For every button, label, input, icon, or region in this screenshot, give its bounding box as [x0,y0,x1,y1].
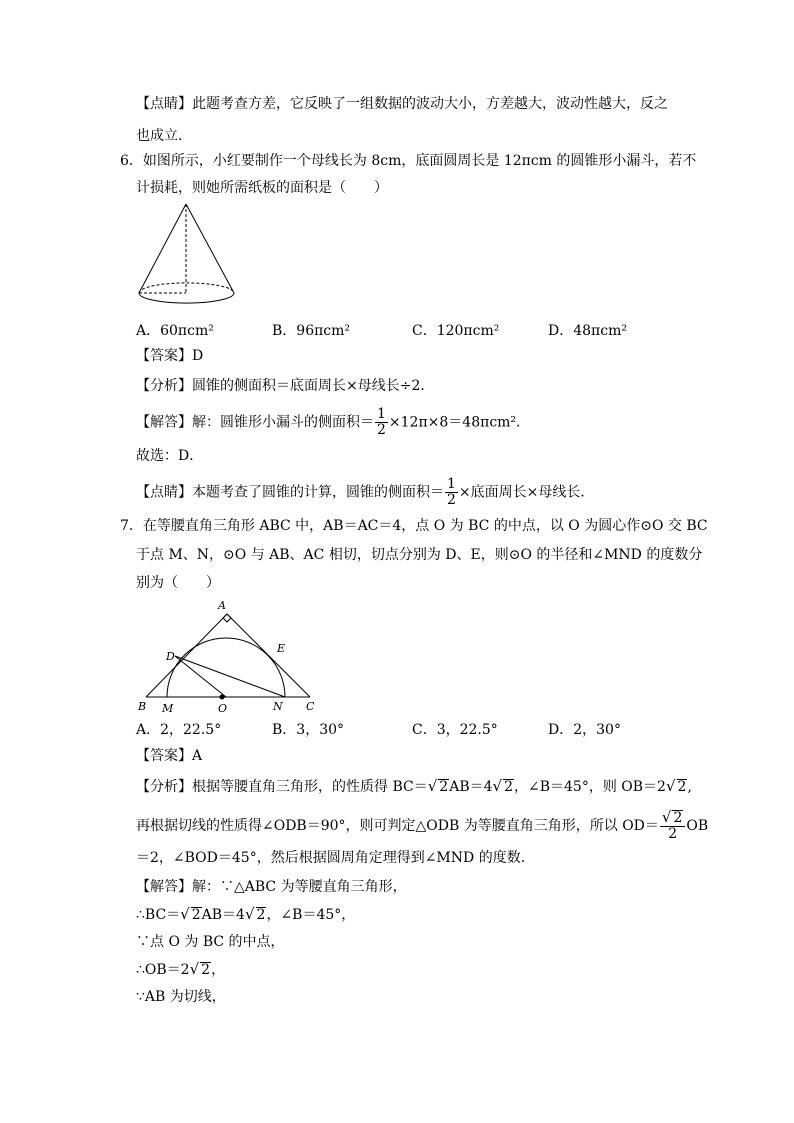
q7-solution-line4: ∴OB＝2√ 2， [136,960,226,978]
fraction-sqrt2-over-2: $\frac{√ 2}{2}$ [660,810,685,842]
q6-note: 【点睛】本题考查了圆锥的计算，圆锥的侧面积＝ $\frac{1}{2}$ ×底面周长×母线长． [136,476,595,508]
q7-option-d: D．2，30° [548,722,621,738]
q7-analysis-line2: 再根据切线的性质得∠ODB＝90°，则可判定△ODB 为等腰直角三角形，所以 OD＝ $\frac{√ 2}{2}$ OB [136,808,709,842]
q6-solution: 【解答】解：圆锥形小漏斗的侧面积＝ $\frac{1}{2}$ ×12π×8＝48πcm²． [136,406,531,438]
q7-solution-line1: 【解答】解：∵△ABC 为等腰直角三角形， [136,879,407,895]
q7-stem-line2: 于点 M、N，⊙O 与 AB、AC 相切，切点分别为 D、E，则⊙O 的半径和∠MND 的度数分 [136,547,703,563]
q6-option-c: C．120πcm² [412,323,500,339]
q7-solution-line3: ∵点 O 为 BC 的中点， [136,934,285,950]
label-E: E [277,642,286,655]
q7-analysis-line1: 【分析】根据等腰直角三角形，的性质得 BC＝√ 2AB＝4√ 2，∠B＝45°，则 OB＝2√ 2, [136,777,692,795]
q5-note-line2: 也成立． [136,128,192,144]
q7-analysis-line3: ＝2，∠BOD＝45°，然后根据圆周角定理得到∠MND 的度数． [136,850,535,866]
cone-figure [130,198,245,313]
q5-note-line1: 【点睛】此题考查方差，它反映了一组数据的波动大小，方差越大，波动性越大，反之 [136,96,668,112]
label-M: M [162,702,174,714]
label-A: A [218,599,226,612]
label-B: B [138,700,147,713]
q7-solution-line2: ∴BC＝√ 2AB＝4√ 2，∠B＝45°， [136,905,356,923]
q6-answer: 【答案】D [136,348,204,364]
triangle-circle-figure [130,596,330,714]
q7-option-a: A．2，22.5° [136,722,222,738]
label-C: C [306,700,315,713]
q6-stem-line2: 计损耗，则她所需纸板的面积是（ ） [136,180,388,196]
q6-option-d: D．48πcm² [548,323,627,339]
q7-stem-line1: 7．在等腰直角三角形 ABC 中，AB＝AC＝4，点 O 为 BC 的中点，以 O 为圆心作⊙O 交 BC [120,518,708,534]
q7-solution-line5: ∵AB 为切线， [136,989,226,1005]
fraction-half: $\frac{1}{2}$ [377,406,386,438]
q6-choose: 故选：D． [136,448,204,464]
label-D: D [166,650,175,663]
q6-option-a: A．60πcm² [136,323,214,339]
q7-stem-line3: 别为（ ） [136,575,220,591]
q6-option-b: B．96πcm² [272,323,351,339]
label-O: O [218,702,228,714]
q7-answer: 【答案】A [136,748,203,764]
q7-option-c: C．3，22.5° [412,722,498,738]
q7-option-b: B．3，30° [272,722,345,738]
q6-analysis: 【分析】圆锥的侧面积＝底面周长×母线长÷2． [136,378,435,394]
label-N: N [273,700,283,713]
q6-stem-line1: 6．如图所示，小红要制作一个母线长为 8cm，底面圆周长是 12πcm 的圆锥形小漏斗，若不 [120,153,697,169]
fraction-half: $\frac{1}{2}$ [447,476,456,508]
